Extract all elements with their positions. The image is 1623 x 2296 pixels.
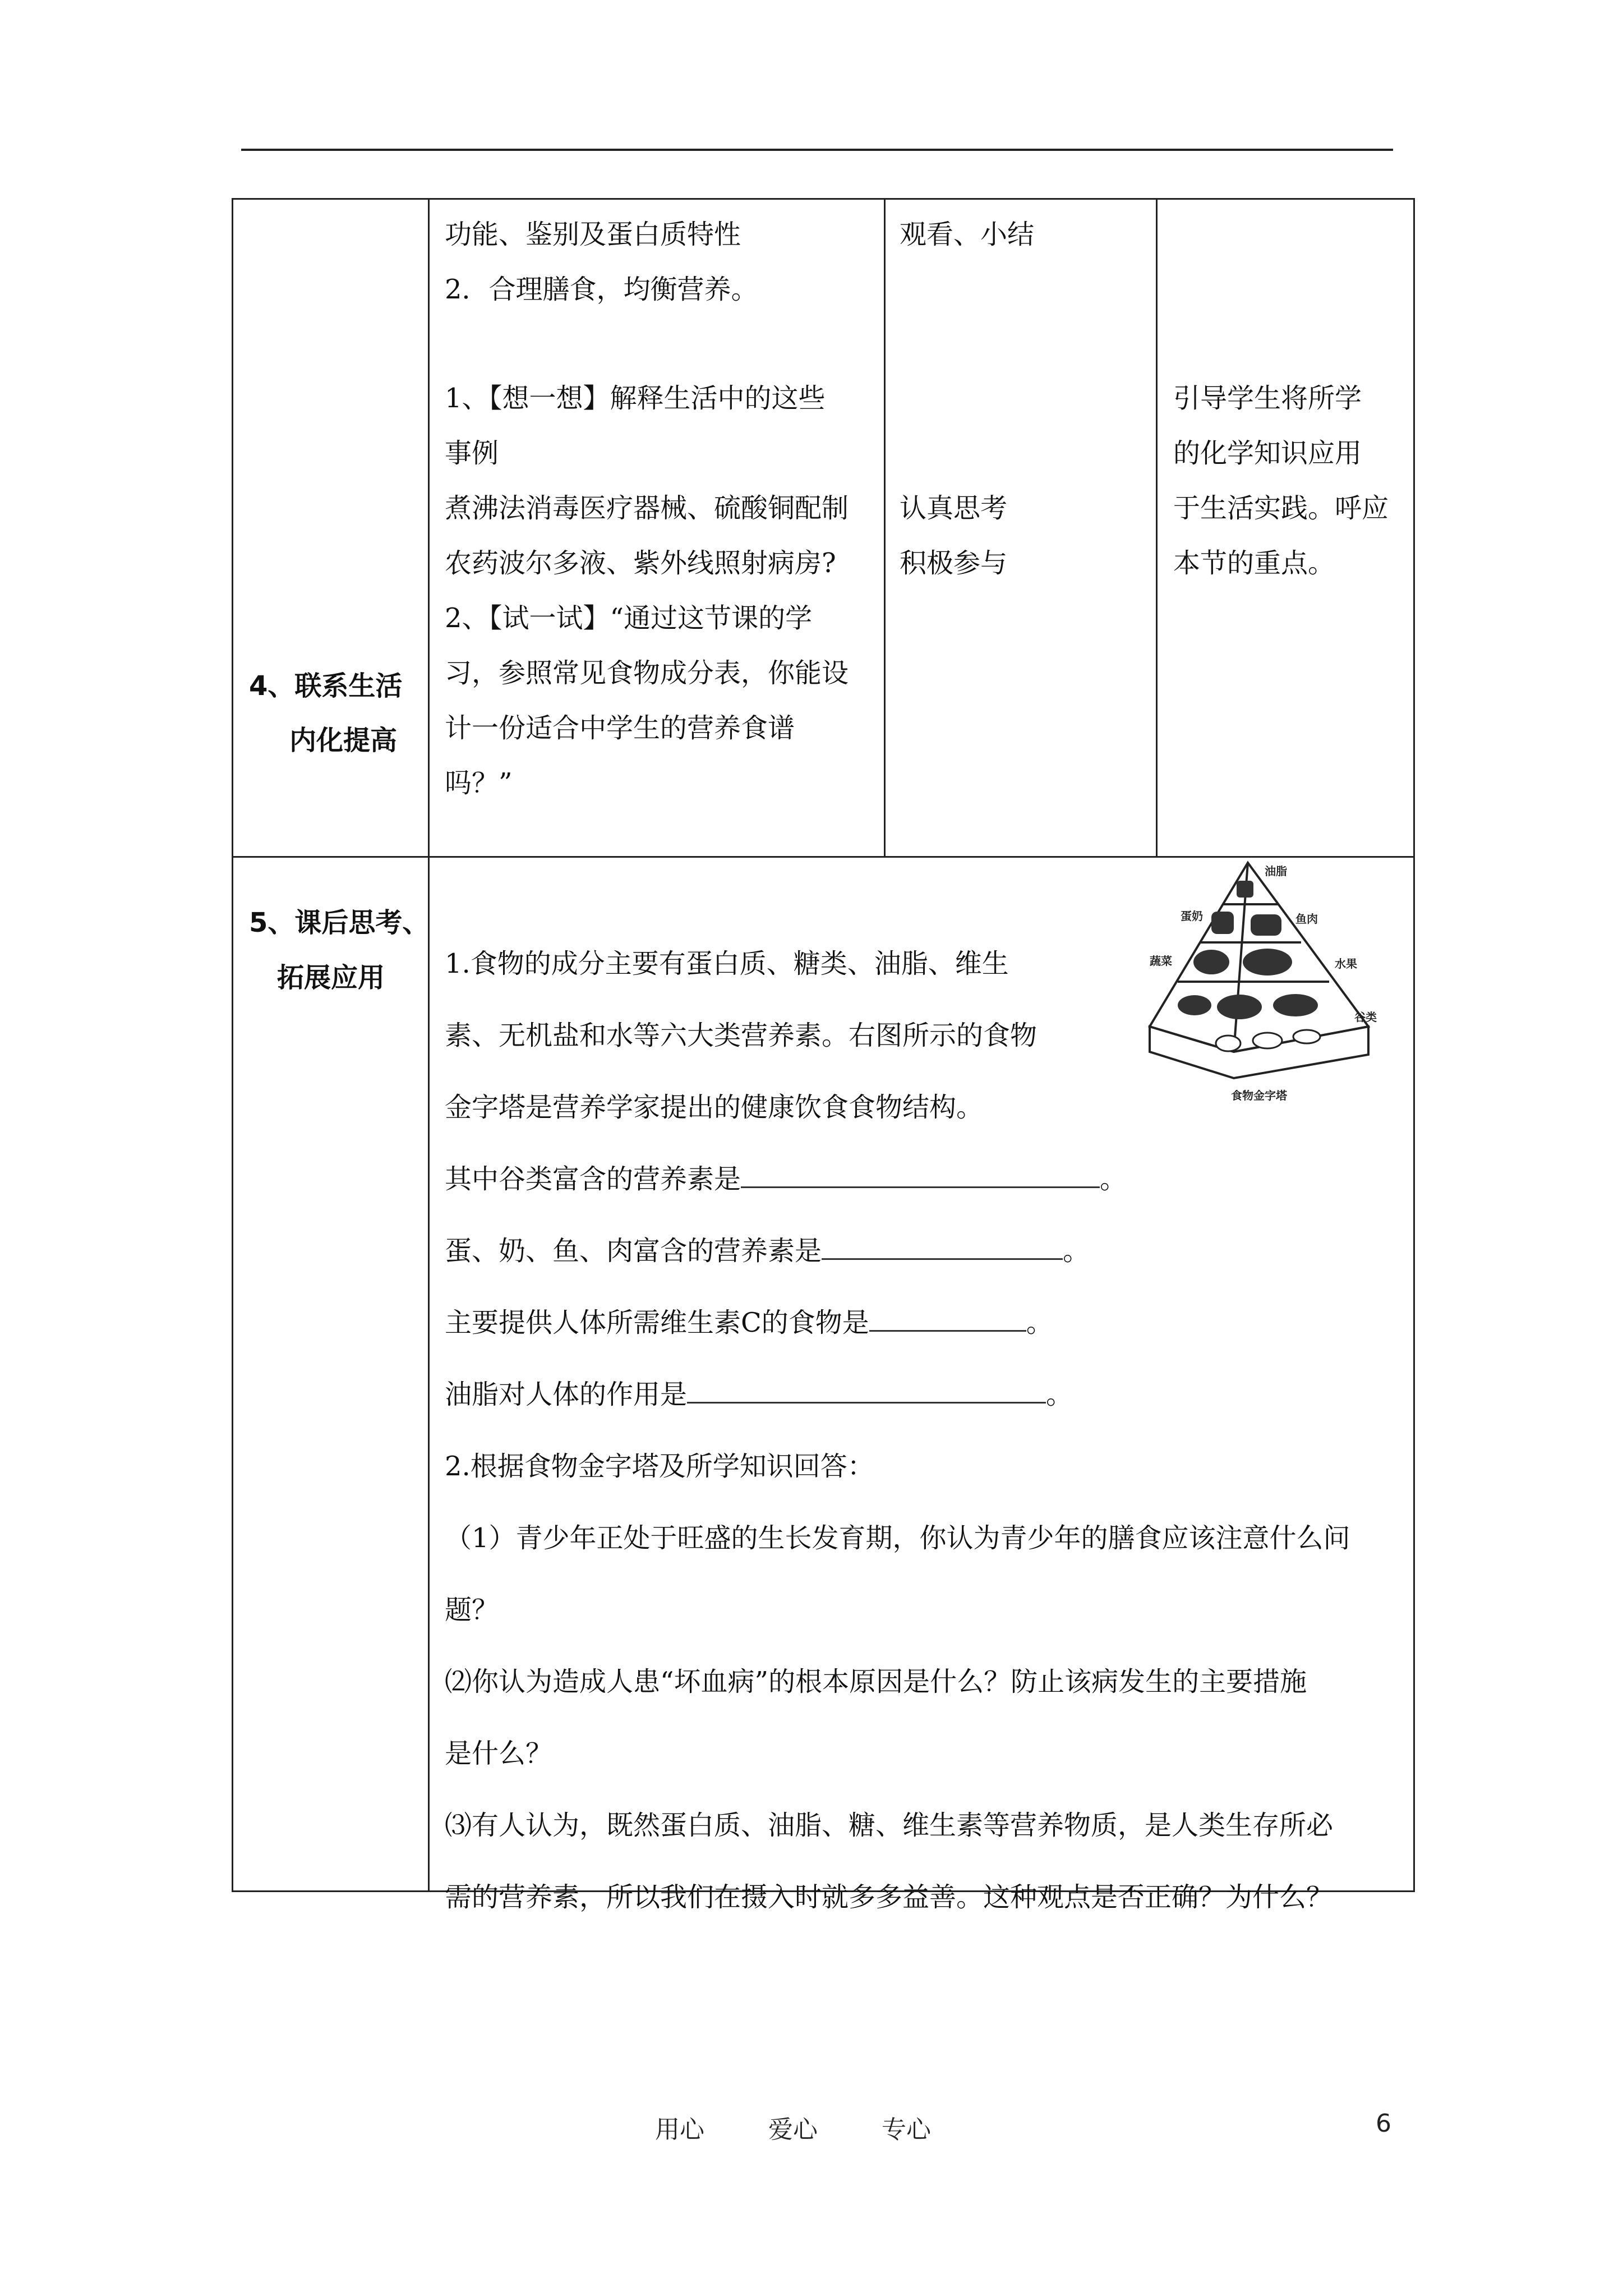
content-line: 农药波尔多液、紫外线照射病房? — [445, 547, 836, 579]
footer-item: 爱心 — [768, 2115, 818, 2144]
blank-prefix: 蛋、奶、鱼、肉富含的营养素是 — [445, 1235, 822, 1267]
page-number: 6 — [1376, 2109, 1391, 2138]
content-line: 煮沸法消毒医疗器械、硫酸铜配制 — [445, 493, 849, 524]
q2-line: 题？ — [445, 1594, 499, 1626]
fill-blank-1 — [445, 1143, 1127, 1215]
pyramid-label-dairy: 蛋奶 — [1181, 909, 1203, 923]
pyramid-label-top: 油脂 — [1265, 864, 1287, 878]
pyramid-label-veg: 蔬菜 — [1150, 954, 1172, 968]
row5-stage-line2: 拓展应用 — [277, 962, 385, 993]
q1-line: 金字塔是营养学家提出的健康饮食食物结构。 — [445, 1092, 984, 1123]
student-line: 观看、小结 — [900, 219, 1035, 250]
content-line: 功能、鉴别及蛋白质特性 — [445, 219, 741, 250]
answer-blank[interactable] — [869, 1308, 1026, 1332]
food-pyramid-image — [1127, 858, 1391, 1105]
q2-line: 是什么？ — [445, 1738, 553, 1769]
answer-blank[interactable] — [822, 1236, 1063, 1260]
header-rule — [241, 149, 1393, 151]
q1-line: 素、无机盐和水等六大类营养素。右图所示的食物 — [445, 1020, 1038, 1051]
q1-line: 1.食物的成分主要有蛋白质、糖类、油脂、维生 — [445, 948, 1009, 979]
student-line: 积极参与 — [900, 547, 1008, 579]
blank-suffix: 。 — [1026, 1307, 1053, 1338]
answer-blank[interactable] — [741, 1164, 1100, 1188]
blank-suffix: 。 — [1063, 1235, 1090, 1267]
footer-item: 用心 — [655, 2115, 704, 2144]
pyramid-label-grain: 谷类 — [1354, 1010, 1377, 1024]
q2-title: 2.根据食物金字塔及所学知识回答： — [445, 1451, 874, 1482]
intent-line: 本节的重点。 — [1173, 547, 1335, 579]
blank-suffix: 。 — [1100, 1163, 1127, 1195]
column-divider-2 — [884, 200, 886, 857]
content-line: 1、【想一想】解释生活中的这些 — [445, 383, 826, 414]
answer-blank[interactable] — [687, 1379, 1046, 1404]
content-line: 吗？” — [445, 767, 513, 799]
row4-stage-line2: 内化提高 — [289, 725, 398, 756]
content-line: 2、【试一试】“通过这节课的学 — [445, 602, 813, 634]
student-line: 认真思考 — [900, 493, 1008, 524]
intent-line: 引导学生将所学 — [1173, 383, 1362, 414]
blank-suffix: 。 — [1046, 1379, 1073, 1410]
column-divider-3 — [1156, 200, 1158, 857]
blank-prefix: 其中谷类富含的营养素是 — [445, 1163, 741, 1195]
content-line: 计一份适合中学生的营养食谱 — [445, 712, 795, 744]
pyramid-label-fruit: 水果 — [1335, 957, 1357, 970]
pyramid-label-meat: 鱼肉 — [1295, 912, 1318, 926]
row5-stage-line1: 5、课后思考、 — [249, 907, 430, 938]
pyramid-caption: 食物金字塔 — [1231, 1089, 1287, 1102]
content-line: 习，参照常见食物成分表，你能设 — [445, 657, 849, 689]
blank-prefix: 主要提供人体所需维生素C的食物是 — [445, 1307, 869, 1338]
column-divider-1 — [428, 200, 430, 1892]
row-divider — [233, 856, 1415, 858]
content-line: 事例 — [445, 438, 499, 469]
q2-line: ⑶有人认为，既然蛋白质、油脂、糖、维生素等营养物质，是人类生存所必 — [445, 1810, 1334, 1841]
fill-blank-3 — [445, 1287, 1053, 1359]
fill-blank-4 — [445, 1359, 1073, 1430]
blank-prefix: 油脂对人体的作用是 — [445, 1379, 688, 1410]
intent-line: 的化学知识应用 — [1173, 438, 1362, 469]
intent-line: 于生活实践。呼应 — [1173, 493, 1389, 524]
q2-line: （1）青少年正处于旺盛的生长发育期，你认为青少年的膳食应该注意什么问 — [445, 1522, 1350, 1554]
content-line: 2．合理膳食，均衡营养。 — [445, 274, 758, 305]
q2-line: 需的营养素，所以我们在摄入时就多多益善。这种观点是否正确？为什么？ — [445, 1881, 1334, 1913]
fill-blank-2 — [445, 1215, 1090, 1287]
q2-line: ⑵你认为造成人患“坏血病”的根本原因是什么？防止该病发生的主要措施 — [445, 1666, 1307, 1697]
footer-item: 专心 — [882, 2115, 931, 2144]
row4-stage-line1: 4、联系生活 — [249, 670, 403, 702]
